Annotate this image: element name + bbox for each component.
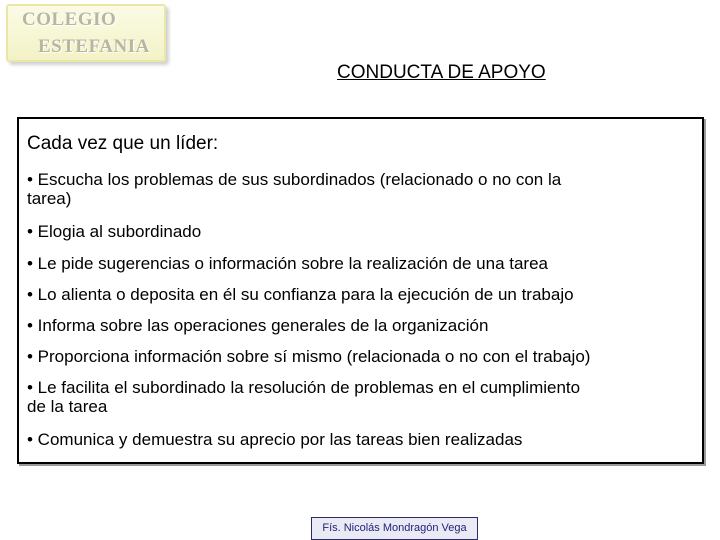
bullet-text-continued: de la tarea: [27, 397, 108, 416]
bullet-text: • Le pide sugerencias o información sobre la realización de una tarea: [27, 254, 548, 273]
bullet-item-5: [27, 316, 488, 335]
content-box: [17, 117, 704, 464]
school-logo: [6, 4, 166, 62]
bullet-text: • Proporciona información sobre sí mismo (relacionada o no con el trabajo): [27, 347, 591, 366]
bullet-item-6: [27, 347, 590, 366]
bullet-text: • Lo alienta o deposita en él su confianza para la ejecución de un trabajo: [27, 285, 574, 304]
bullet-text: • Elogia al subordinado: [27, 222, 202, 241]
bullet-text: • Informa sobre las operaciones generales de la organización: [27, 316, 489, 335]
logo-line-2: ESTEFANIA: [38, 36, 150, 57]
bullet-text: • Comunica y demuestra su aprecio por las tareas bien realizadas: [27, 430, 523, 449]
author-footer: Fís. Nicolás Mondragón Vega: [311, 517, 478, 540]
bullet-item-1: [27, 170, 561, 208]
bullet-item-4: [27, 285, 574, 304]
bullet-text: • Escucha los problemas de sus subordinados (relacionado o no con la: [27, 170, 562, 189]
bullet-text-continued: tarea): [27, 189, 72, 208]
box-heading: Cada vez que un líder:: [27, 133, 219, 154]
bullet-item-8: [27, 430, 522, 449]
bullet-item-7: [27, 378, 580, 416]
bullet-text: • Le facilita el subordinado la resolución de problemas en el cumplimiento: [27, 378, 581, 397]
bullet-item-3: [27, 254, 548, 273]
slide-title: CONDUCTA DE APOYO: [337, 62, 546, 83]
bullet-item-2: [27, 222, 201, 241]
logo-line-1: COLEGIO: [22, 9, 117, 30]
